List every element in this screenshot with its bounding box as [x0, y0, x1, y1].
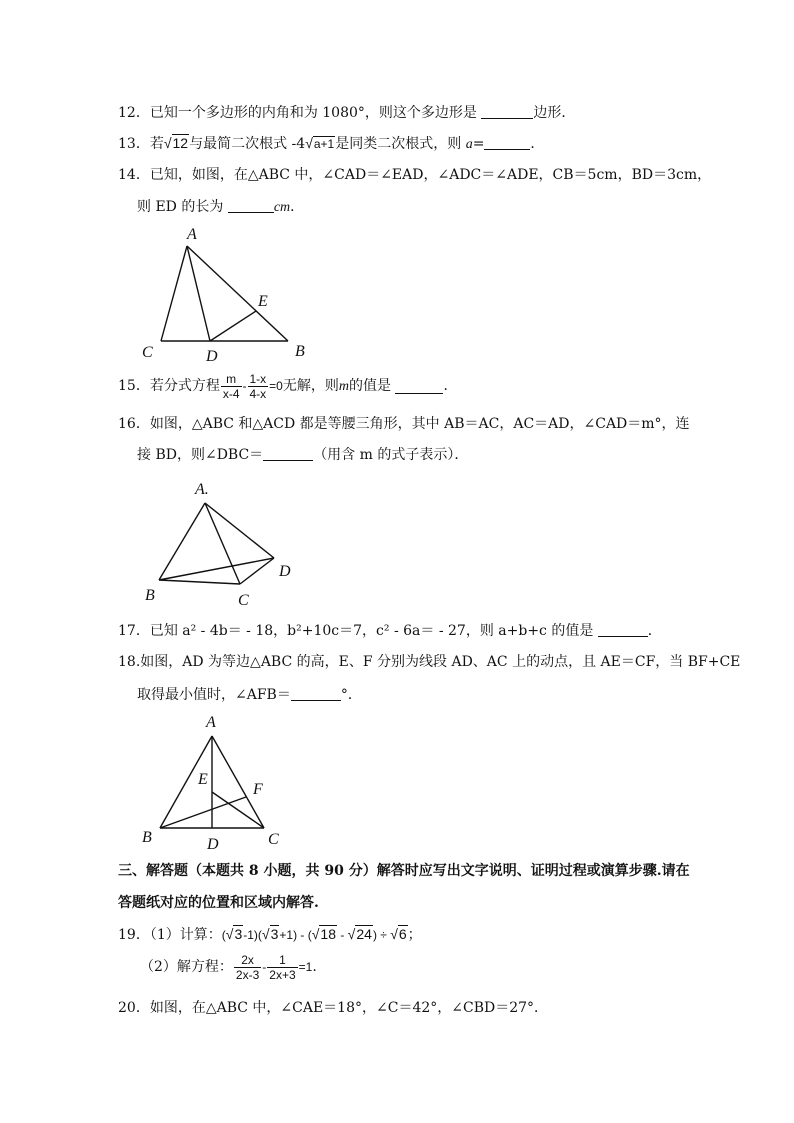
question-text: 如图，△ABC 和△ACD 都是等腰三角形，其中 AB＝AC，AC＝AD，∠CAD＝m°，连 [149, 416, 690, 432]
question-number: 15． [118, 378, 150, 394]
question-text: ． [530, 136, 545, 152]
question-number: 19． [118, 927, 150, 943]
expression: - [337, 928, 348, 942]
question-text: 边形． [533, 105, 576, 121]
equilateral-triangle-figure [160, 736, 264, 828]
question-text: （2）解方程： [140, 959, 233, 975]
question-text: 与最简二次根式 -4 [189, 136, 306, 152]
question-20 [118, 999, 548, 1017]
radical: √a+1 [305, 135, 335, 151]
radicand: 3 [270, 926, 279, 942]
question-text: . [312, 959, 317, 975]
expression: ( [221, 928, 226, 942]
radicand: 6 [398, 926, 407, 942]
question-text: ． [290, 199, 305, 215]
label-a: A. [195, 481, 209, 498]
label-d: D [279, 563, 291, 580]
label-d: D [206, 348, 218, 365]
question-text: （1）计算： [149, 927, 222, 943]
question-text: ； [407, 927, 422, 943]
question-text: 已知，如图，在△ABC 中，∠CAD＝∠EAD，∠ADC＝∠ADE，CB＝5cm，BD＝3cm， [149, 167, 712, 183]
question-text: 接 BD，则∠DBC＝ [137, 447, 264, 463]
question-text: 若 [149, 136, 164, 152]
radical: √3 [225, 926, 243, 942]
question-text: 取得最小值时，∠AFB＝ [137, 687, 291, 703]
operator: =0 [269, 379, 283, 393]
operator: - [242, 379, 247, 393]
radical: √6 [390, 926, 407, 942]
label-a: A [187, 226, 197, 243]
radical: √3 [261, 926, 279, 942]
label-c: C [238, 592, 249, 609]
radicand: 12 [172, 135, 189, 151]
label-d: D [207, 836, 219, 853]
label-c: C [268, 831, 279, 848]
question-text: ． [647, 623, 662, 639]
section-3-heading-line2: 答题纸对应的位置和区域内解答. [118, 895, 319, 911]
question-text: ． [443, 378, 458, 394]
question-text: = [472, 136, 485, 152]
label-b: B [295, 343, 305, 360]
radicand: 24 [356, 926, 372, 942]
fraction [267, 953, 297, 982]
radical: √12 [163, 135, 189, 151]
fraction [234, 953, 261, 982]
expression: +1) - ( [279, 928, 312, 942]
label-c: C [142, 344, 153, 361]
denominator: 2x+3 [269, 967, 296, 982]
numerator: 2x [234, 953, 261, 968]
label-e: E [258, 293, 268, 310]
question-19-part2 [140, 952, 317, 982]
numerator: 1 [267, 953, 297, 968]
label-f: F [253, 781, 263, 798]
denominator: 2x-3 [235, 967, 260, 982]
label-e: E [198, 771, 208, 788]
question-text: 已知一个多边形的内角和为 1080°，则这个多边形是 [149, 105, 477, 121]
radicand: 3 [234, 926, 243, 942]
radicand: a+1 [313, 137, 335, 151]
question-number: 14． [118, 167, 150, 183]
variable: m [338, 379, 349, 394]
question-text: °． [340, 687, 362, 703]
question-number: 18. [118, 654, 141, 670]
section-3-heading-line1: 三、解答题（本题共 8 小题，共 90 分）解答时应写出文字说明、证明过程或演算步骤.请在 [118, 863, 690, 879]
radicand: 18 [320, 926, 336, 942]
question-number: 13． [118, 136, 150, 152]
question-text: （用含 m 的式子表示）． [313, 447, 469, 463]
numerator: 1-x [249, 371, 267, 386]
question-number: 20． [118, 1000, 150, 1016]
question-19-part1 [118, 925, 422, 944]
radical: √18 [311, 926, 336, 942]
question-text: 已知 a² - 4b＝ - 18，b²+10c＝7，c² - 6a＝ - 27，则 a+b+c 的值是 [149, 623, 594, 639]
expression: -1)( [243, 928, 262, 942]
question-number: 17． [118, 623, 150, 639]
unit: cm [273, 200, 291, 215]
question-text: 若分式方程 [149, 378, 220, 394]
variable: a [465, 137, 473, 152]
question-text: 的值是 [348, 378, 391, 394]
question-text: 无解，则 [282, 378, 339, 394]
label-b: B [145, 587, 155, 604]
radical: √24 [347, 926, 372, 942]
question-number: 12． [118, 105, 150, 121]
question-text: 如图，在△ABC 中，∠CAE＝18°，∠C＝42°，∠CBD＝27°． [149, 1000, 549, 1016]
question-number: 16． [118, 416, 150, 432]
denominator: x-4 [222, 386, 240, 401]
numerator: m [221, 372, 242, 387]
label-b: B [142, 829, 152, 846]
question-text: 是同类二次根式，则 [335, 136, 462, 152]
question-text: 则 ED 的长为 [137, 199, 224, 215]
question-text: 如图，AD 为等边△ABC 的高，E、F 分别为线段 AD、AC 上的动点，且 AE＝CF，当 BF+CE [140, 654, 741, 670]
operator: =1 [298, 960, 313, 974]
expression: ) ÷ [372, 928, 391, 942]
operator: - [262, 960, 267, 974]
denominator: 4-x [249, 386, 267, 401]
label-a: A [206, 714, 216, 731]
